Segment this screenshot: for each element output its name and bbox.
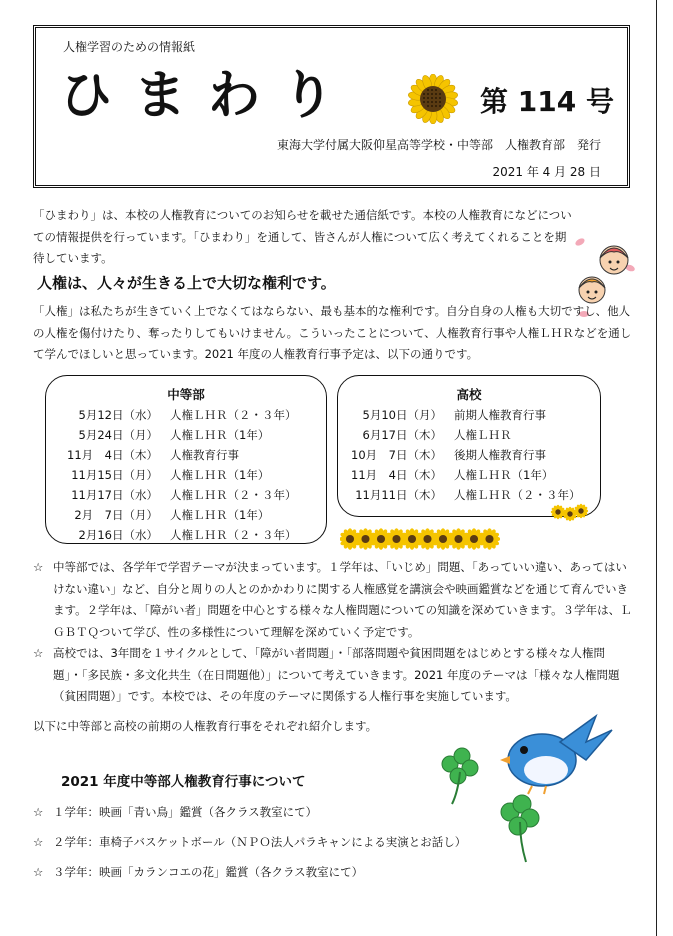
sunflower-seed <box>427 97 429 99</box>
masthead <box>33 25 630 188</box>
sunflower-seed <box>431 93 433 95</box>
schedule-event: 人権ＬＨＲ（1年） <box>454 468 554 482</box>
sunflower-seed <box>435 93 437 95</box>
star-icon: ☆ <box>33 805 44 819</box>
sunflower-seed <box>431 101 433 103</box>
schedule-event: 人権ＬＨＲ <box>454 428 512 442</box>
section-heading-junior-high-events: 2021 年度中等部人権教育行事について <box>61 774 306 790</box>
event-item-text: １学年：映画「青い鳥」鑑賞（各クラス教室にて） <box>53 805 318 819</box>
sunflower-icon <box>551 505 565 519</box>
sunflower-seed <box>431 105 433 107</box>
sunflower-row-icon <box>340 525 500 553</box>
sunflower-icon <box>479 528 500 550</box>
lead-sentence: 以下に中等部と高校の前期の人権教育行事をそれぞれ紹介します。 <box>33 719 378 733</box>
schedule-event: 人権ＬＨＲ（２・３年） <box>454 488 581 502</box>
sunflower-seed <box>431 97 433 99</box>
schedule-event: 人権ＬＨＲ（1年） <box>170 508 270 522</box>
sunflower-seed <box>423 101 425 103</box>
sunflower-seed <box>427 101 429 103</box>
event-item <box>33 834 466 850</box>
schedule-date: 11月17日（水） <box>71 488 158 502</box>
section-heading-rights: 人権は、人々が生きる上で大切な権利です。 <box>37 274 336 292</box>
star-icon: ☆ <box>33 646 44 660</box>
rights-paragraph: 「人権」は私たちが生きていく上でなくてはならない、最も基本的な権利です。自分自身の人権も大切ですし、他人の人権を傷付けたり、奪ったりしてもいけません。こういったことについて、人権教育行事や人権ＬＨＲなどを通して学んでほしいと思っています。2021 年度の人権教育行事予定は、以下の通りです。 <box>33 304 632 361</box>
sunflower-seed <box>439 101 441 103</box>
bullet-high-school <box>33 643 633 708</box>
sunflower-seed <box>435 97 437 99</box>
schedule-event: 人権教育行事 <box>170 448 239 462</box>
event-item <box>33 864 363 880</box>
schedule-title-junior-high: 中等部 <box>167 387 205 402</box>
event-item-text: ３学年：映画「カランコエの花」鑑賞（各クラス教室にて） <box>53 865 364 879</box>
sunflower-seed <box>435 105 437 107</box>
bullet-junior-high <box>33 557 633 643</box>
page-edge-line <box>656 0 657 936</box>
sunflower-seed <box>423 97 425 99</box>
schedule-box-high-school <box>337 375 601 517</box>
schedule-date: 6月17日（木） <box>362 428 442 442</box>
schedule-date: 11月11日（木） <box>355 488 442 502</box>
star-icon: ☆ <box>33 560 44 574</box>
sunflower-seed <box>439 105 441 107</box>
bluebird-clover-illustration-icon <box>436 712 626 887</box>
intro-paragraph: 「ひまわり」は、本校の人権教育についてのお知らせを載せた通信紙です。本校の人権教育になどについての情報提供を行っています。「ひまわり」を通して、皆さんが人権について広く考えてくれることを期待しています。 <box>33 208 572 265</box>
issue-date: 2021 年 4 月 28 日 <box>492 165 601 179</box>
schedule-date: 5月12日（水） <box>78 408 158 422</box>
schedule-box-junior-high <box>45 375 327 544</box>
schedule-event: 人権ＬＨＲ（1年） <box>170 468 270 482</box>
sunflower-seed <box>427 89 429 91</box>
sunflower-seed <box>439 97 441 99</box>
schedule-date: 11月15日（月） <box>71 468 158 482</box>
sunflower-seed <box>435 89 437 91</box>
schedule-date: 11月 4日（木） <box>67 448 158 462</box>
sunflower-seed <box>427 93 429 95</box>
sunflower-icon <box>408 74 458 124</box>
schedule-date: 11月 4日（木） <box>351 468 442 482</box>
sunflower-seed <box>431 89 433 91</box>
schedule-event: 人権ＬＨＲ（２・３年） <box>170 488 297 502</box>
sunflower-seed <box>427 105 429 107</box>
schedule-date: 5月10日（月） <box>362 408 442 422</box>
sunflower-seed <box>423 93 425 95</box>
schedule-date: 2月 7日（月） <box>74 508 158 522</box>
sunflower-seed <box>439 93 441 95</box>
bullet-text: 高校では、3年間を１サイクルとして、「障がい者問題」・「部落問題や貧困問題をはじめとする様々な人権問題」・「多民族・多文化共生（在日問題他）」について考えていきます。2021 年度のテーマは「様々な人権問題（貧困問題）」です。本校では、その年度のテーマに関係する人権行事を実施しています。 <box>53 646 620 703</box>
small-sunflowers-icon <box>548 500 588 524</box>
bullet-text: 中等部では、各学年で学習テーマが決まっています。１学年は、「いじめ」問題、「あっていい違い、あってはいけない違い」など、自分と周りの人とのかかわりに関する人権感覚を講演会や映画鑑賞などを通じて育んでいきます。２学年は、「障がい者」問題を中心とする様々な人権問題についての知識を深めていきます。３学年は、ＬＧＢＴＱついて学び、性の多様性について理解を深めていく予定です。 <box>53 560 632 639</box>
newsletter-title: ひまわり <box>60 66 357 126</box>
star-icon: ☆ <box>33 835 44 849</box>
masthead-label: 人権学習のための情報紙 <box>63 40 196 54</box>
schedule-date: 5月24日（月） <box>78 428 158 442</box>
schedule-title-high-school: 高校 <box>456 387 482 402</box>
sunflower-seed <box>435 101 437 103</box>
event-item <box>33 804 317 820</box>
schedule-event: 人権ＬＨＲ（２・３年） <box>170 408 297 422</box>
schedule-event: 人権ＬＨＲ（1年） <box>170 428 270 442</box>
schedule-event: 人権ＬＨＲ（２・３年） <box>170 528 297 542</box>
issue-number: 第 114 号 <box>480 85 614 118</box>
event-item-text: ２学年：車椅子バスケットボール（ＮＰＯ法人パラキャンによる実演とお話し） <box>53 835 467 849</box>
schedule-date: 10月 7日（木） <box>351 448 442 462</box>
schedule-event: 後期人権教育行事 <box>454 448 546 462</box>
schedule-event: 前期人権教育行事 <box>454 408 546 422</box>
schedule-date: 2月16日（水） <box>78 528 158 542</box>
publisher: 東海大学付属大阪仰星高等学校・中等部 人権教育部 発行 <box>276 138 601 152</box>
star-icon: ☆ <box>33 865 44 879</box>
